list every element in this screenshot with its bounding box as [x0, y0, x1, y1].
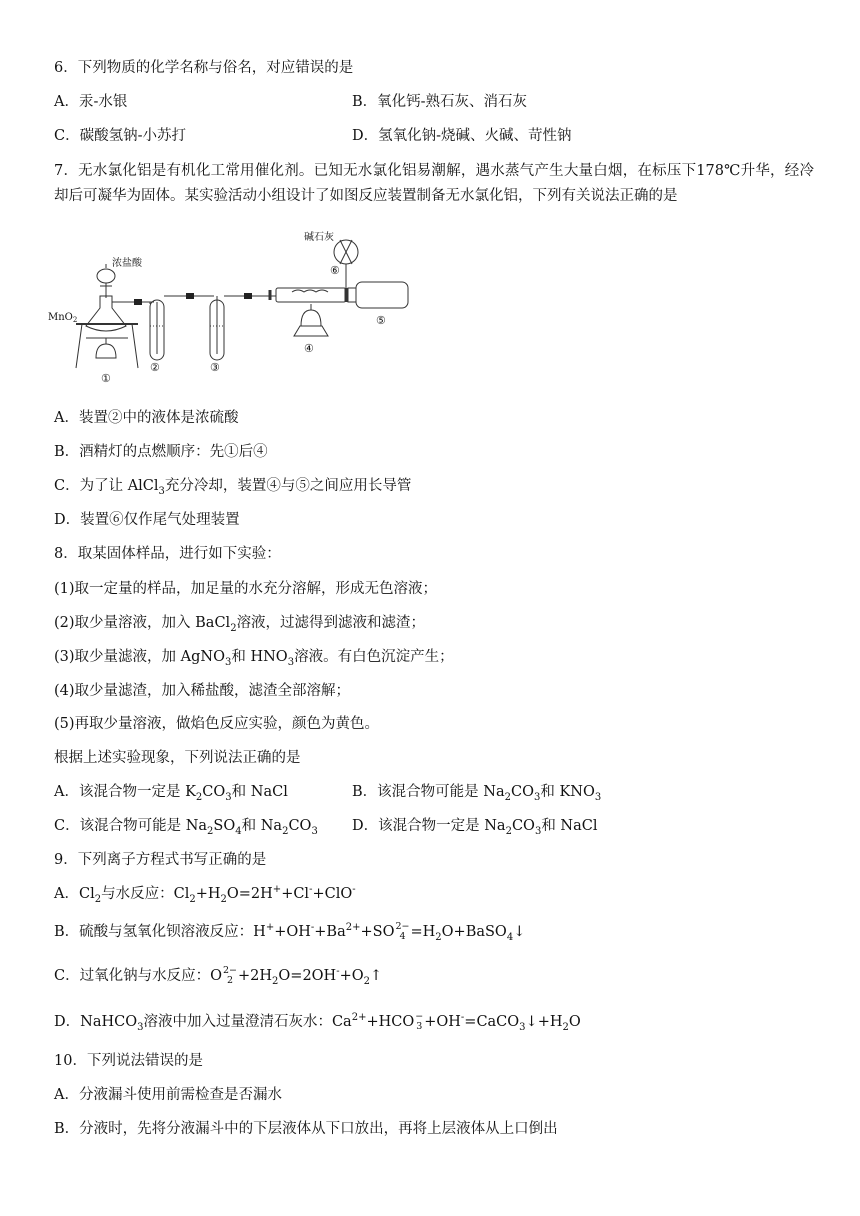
- q6-option-b: B．氧化钙-熟石灰、消石灰: [352, 94, 528, 110]
- q7-option-d: D．装置⑥仅作尾气处理装置: [54, 512, 240, 528]
- q8-stem: 8．取某固体样品，进行如下实验：: [54, 546, 281, 562]
- reaction-apparatus-diagram: [46, 226, 416, 394]
- q7-option-c: C．为了让 AlCl$_3$充分冷却，装置④与⑤之间应用长导管: [54, 478, 412, 497]
- q8-option-d: D．该混合物一定是 $Na_2CO_3$和 NaCl: [352, 818, 598, 837]
- label-apparatus-2: ②: [150, 361, 160, 374]
- q7-stem: 7．无水氯化铝是有机化工常用催化剂。已知无水氯化铝易潮解，遇水蒸气产生大量白烟，在标压下178℃升华，经冷却后可凝华为固体。某实验活动小组设计了如图反应装置制备无水氯化铝，下列有关说法正确的是: [54, 163, 814, 204]
- q9-option-d: D．NaHCO$_3$溶液中加入过量澄清石灰水：$Ca^{2+}+HCO$ − 3 $+OH^-=CaCO_3↓+H_2O$: [54, 1011, 581, 1033]
- label-apparatus-5: ⑤: [376, 314, 386, 327]
- q8-lead: 根据上述实验现象，下列说法正确的是: [54, 750, 301, 766]
- q8-step-3: (3)取少量滤液，加 AgNO$_3$和 $HNO_3$溶液。有白色沉淀产生；: [54, 649, 454, 668]
- q7-option-a: A．装置②中的液体是浓硫酸: [54, 410, 239, 426]
- q6-stem: 6．下列物质的化学名称与俗名，对应错误的是: [54, 60, 354, 76]
- q7-option-b: B．酒精灯的点燃顺序：先①后④: [54, 444, 268, 460]
- label-apparatus-6: ⑥: [330, 264, 340, 277]
- q8-option-b: B．该混合物可能是 $Na_2CO_3$和 $KNO_3$: [352, 784, 602, 803]
- q10-option-b: B．分液时，先将分液漏斗中的下层液体从下口放出，再将上层液体从上口倒出: [54, 1121, 558, 1137]
- q8-option-c: C．该混合物可能是 $Na_2SO_4$和 $Na_2CO_3$: [54, 818, 318, 837]
- label-apparatus-3: ③: [210, 361, 220, 374]
- label-apparatus-1: ①: [101, 372, 111, 385]
- label-conc-hcl: 浓盐酸: [112, 258, 142, 269]
- q8-option-a: A．该混合物一定是 $K_2CO_3$和 NaCl: [54, 784, 288, 803]
- q8-step-1: (1)取一定量的样品，加足量的水充分溶解，形成无色溶液；: [54, 581, 438, 597]
- q6-option-d: D．氢氧化钠-烧碱、火碱、苛性钠: [352, 128, 572, 144]
- q8-step-2: (2)取少量溶液，加入 BaCl$_2$溶液，过滤得到滤液和滤渣；: [54, 615, 426, 634]
- q9-option-b: B．硫酸与氢氧化钡溶液反应：$H^++OH^-+Ba^{2+}+SO$ 2− 4 $=H_2O+BaSO_4↓$: [54, 921, 526, 943]
- label-apparatus-4: ④: [304, 342, 314, 355]
- label-soda-lime: 碱石灰: [304, 232, 334, 243]
- q6-option-c: C．碳酸氢钠-小苏打: [54, 128, 186, 144]
- q8-step-4: (4)取少量滤渣，加入稀盐酸，滤渣全部溶解；: [54, 683, 351, 699]
- q10-stem: 10．下列说法错误的是: [54, 1053, 203, 1069]
- q6-option-a: A．汞-水银: [54, 94, 128, 110]
- q10-option-a: A．分液漏斗使用前需检查是否漏水: [54, 1087, 282, 1103]
- q9-option-c: C．过氧化钠与水反应：O 2− 2 $+2H_2O=2OH^-+O_2↑$: [54, 965, 383, 987]
- label-mno2: MnO$_2$: [48, 312, 78, 324]
- q8-step-5: (5)再取少量溶液，做焰色反应实验，颜色为黄色。: [54, 716, 380, 732]
- q9-stem: 9．下列离子方程式书写正确的是: [54, 852, 267, 868]
- q9-option-a: A．$Cl_2$与水反应：$Cl_2+H_2O=2H^++Cl^-+ClO^-$: [54, 884, 356, 905]
